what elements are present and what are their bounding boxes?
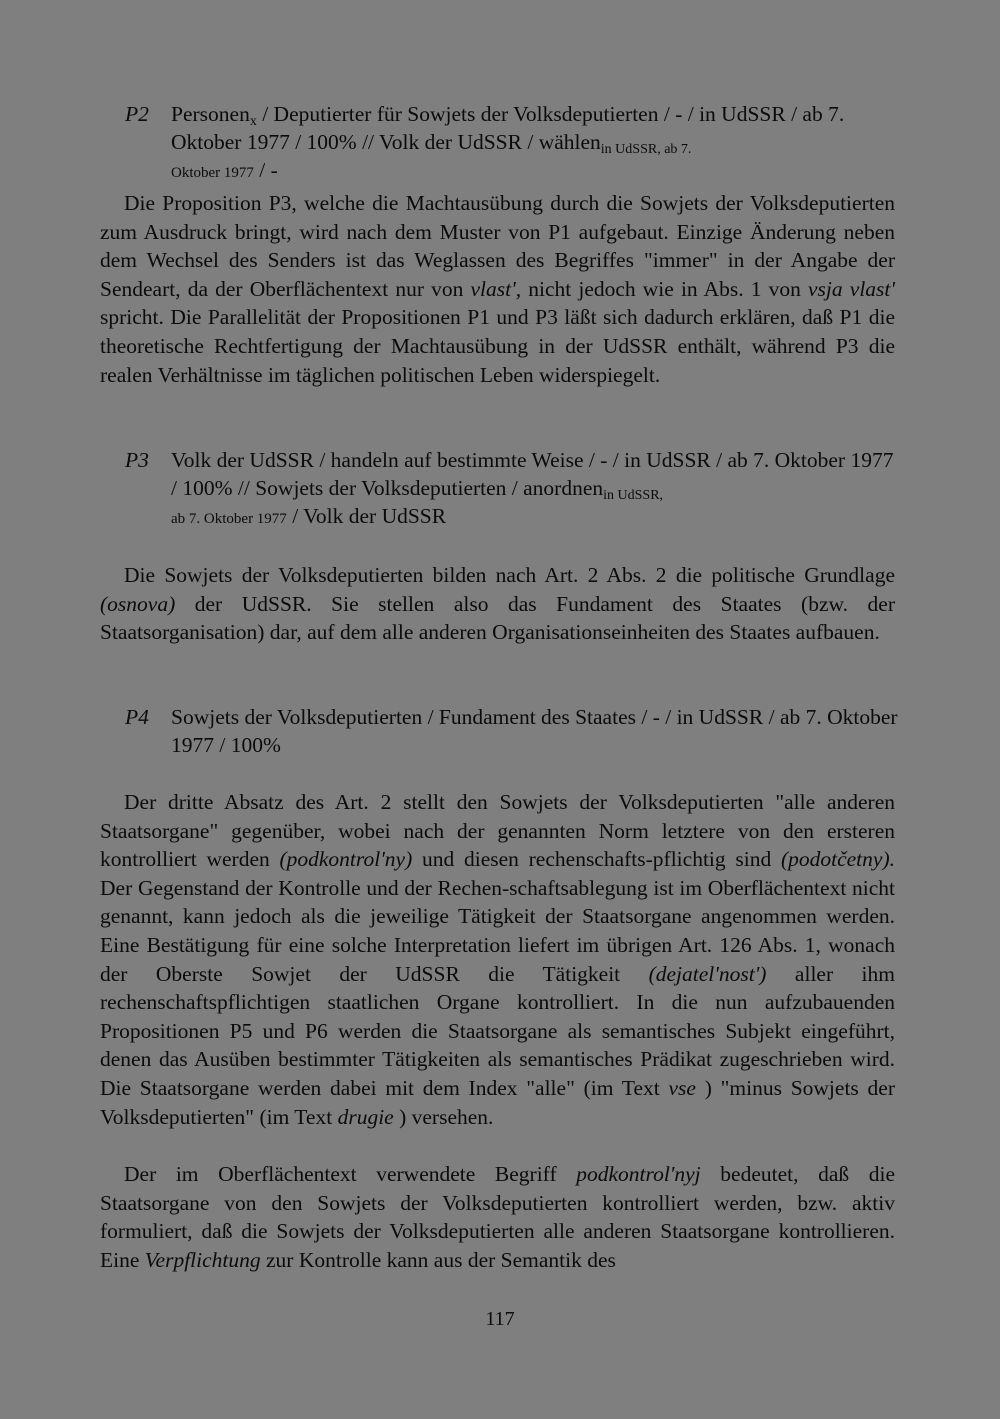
proposition-p2 bbox=[125, 100, 900, 187]
proposition-label: P2 bbox=[125, 102, 149, 126]
page-number: 117 bbox=[485, 1308, 515, 1330]
paragraph-3: Der dritte Absatz des Art. 2 stellt den Sowjets der Volksdeputierten "alle anderen Staatsorgane" gegenüber, wobei nach der genannten Norm letztere von den ersteren kontrolliert werden (podkontrol'ny) und diesen rechenschafts-pflichtig sind (podotčetny). Der Gegenstand der Kontrolle und der Rechen-schaftsablegung ist im Oberflächentext nicht genannt, kann jedoch als die jeweilige Tätigkeit der Staatsorgane angenommen werden. Eine Bestätigung für eine solche Interpretation liefert im übrigen Art. 126 Abs. 1, wonach der Oberste Sowjet der UdSSR die Tätigkeit (dejatel'nost') aller ihm rechenschaftspflichtigen staatlichen Organe kontrolliert. In die nun aufzubauenden Propositionen P5 und P6 werden die Staatsorgane als semantisches Subjekt eingeführt, denen das Ausüben bestimmter Tätigkeiten als semantisches Prädikat zugeschrieben wird. Die Staatsorgane werden dabei mit dem Index "alle" (im Text vse ) "minus Sowjets der Volksdeputierten" (im Text drugie ) versehen. bbox=[100, 790, 896, 1129]
proposition-label: P3 bbox=[125, 448, 149, 472]
paragraph-1: Die Proposition P3, welche die Machtausübung durch die Sowjets der Volksdeputierten zum Ausdruck bringt, wird nach dem Muster von P1 aufgebaut. Einzige Änderung neben dem Wechsel des Senders ist das Weglassen des Begriffes "immer" in der Angabe der Sendeart, da der Oberflächentext nur von vlast', nicht jedoch wie in Abs. 1 von vsja vlast' spricht. Die Parallelität der Propositionen P1 und P3 läßt sich dadurch erklären, daß P1 die theoretische Rechtfertigung der Machtausübung in der UdSSR enthält, während P3 die realen Verhältnisse im täglichen politischen Leben widerspiegelt. bbox=[100, 191, 895, 387]
proposition-text: Volk der UdSSR / handeln auf bestimmte Weise / - / in UdSSR / ab 7. Oktober 1977 / 100% // Sowjets der Volksdeputierten / anordnen$_{in UdSSR,}$ ab 7. Oktober 1977 / Volk der UdSSR bbox=[171, 448, 894, 528]
paragraph-2: Die Sowjets der Volksdeputierten bilden nach Art. 2 Abs. 2 die politische Grundlage (osnova) der UdSSR. Sie stellen also das Fundament des Staates (bzw. der Staatsorganisation) dar, auf dem alle anderen Organisationseinheiten des Staates aufbauen. bbox=[100, 563, 895, 645]
proposition-label: P4 bbox=[125, 705, 149, 729]
proposition-p3 bbox=[125, 446, 900, 533]
proposition-text: Personen$_x$ / Deputierter für Sowjets der Volksdeputierten / - / in UdSSR / ab 7. Oktober 1977 / 100% // Volk der UdSSR / wählen$_{in UdSSR, ab 7.}$ Oktober 1977 / - bbox=[171, 102, 845, 182]
paragraph-4: Der im Oberflächentext verwendete Begriff podkontrol'nyj bedeutet, daß die Staatsorgane von den Sowjets der Volksdeputierten kontrolliert werden, bzw. aktiv formuliert, daß die Sowjets der Volksdeputierten alle anderen Staatsorgane kontrollieren. Eine Verpflichtung zur Kontrolle kann aus der Semantik des bbox=[100, 1162, 896, 1272]
proposition-text: Sowjets der Volksdeputierten / Fundament des Staates / - / in UdSSR / ab 7. Oktober 1977 / 100% bbox=[171, 705, 898, 757]
proposition-p4 bbox=[125, 703, 900, 759]
